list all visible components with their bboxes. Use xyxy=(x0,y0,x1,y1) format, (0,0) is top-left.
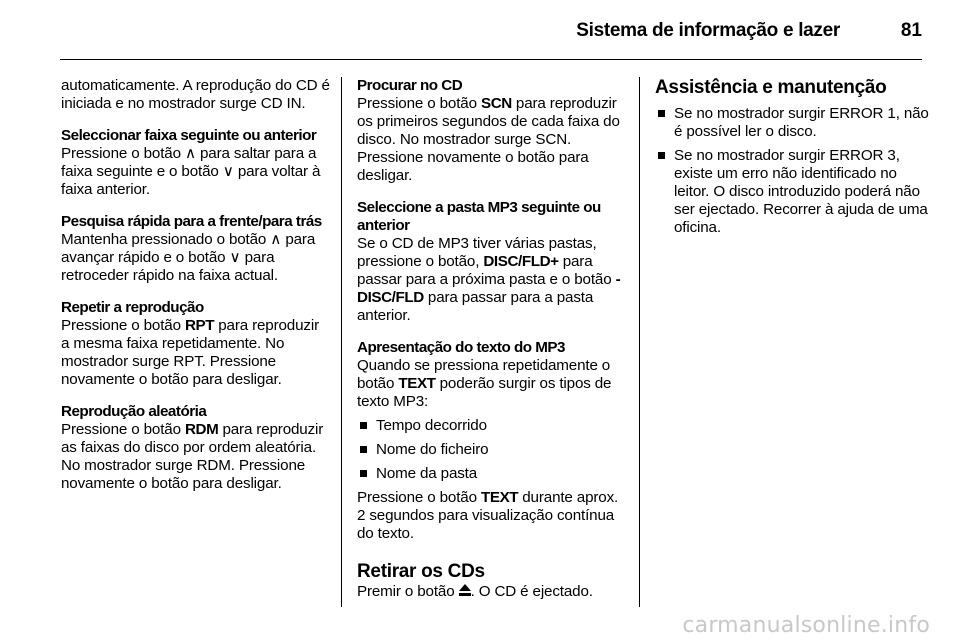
text-span: para saltar para a faixa seguinte e o botão xyxy=(61,145,317,180)
list-item-text: Nome da pasta xyxy=(376,465,478,482)
text-span: Pressione o botão xyxy=(357,489,477,506)
list-item xyxy=(357,465,629,483)
text-span: Se o CD de MP3 tiver várias pastas, pressione o botão, xyxy=(357,235,597,270)
chevron-down-icon: ∨ xyxy=(222,163,234,180)
page-number: 81 xyxy=(900,20,922,41)
text-span: para reproduzir os primeiros segundos de cada faixa do disco. No mostrador surge SCN. Pressione novamente o botão para desligar. xyxy=(357,95,620,184)
page-title: Sistema de informação e lazer xyxy=(576,20,840,41)
button-label-disc-fld-plus: DISC/FLD+ xyxy=(483,253,559,270)
list-item-text: Se no mostrador surgir ERROR 1, não é possível ler o disco. xyxy=(674,105,929,140)
button-label-scn: SCN xyxy=(480,95,512,112)
text-span: durante aprox. 2 segundos para visualização contínua do texto. xyxy=(357,489,619,542)
text-span: Pressione o botão xyxy=(61,145,181,162)
bullet-icon xyxy=(360,470,367,477)
section-body xyxy=(357,95,629,185)
text-span: Pressione o botão xyxy=(61,317,181,334)
section-random xyxy=(61,403,331,493)
list-item xyxy=(655,105,930,141)
chevron-down-icon: ∨ xyxy=(229,249,241,266)
list-item xyxy=(357,441,629,459)
button-label-disc-fld-minus: -DISC/FLD xyxy=(357,271,621,306)
column-2 xyxy=(357,77,629,601)
text-span: para retroceder rápido na faixa actual. xyxy=(61,249,278,284)
section-heading: Repetir a reprodução xyxy=(61,299,204,316)
button-label-text: TEXT xyxy=(480,489,519,506)
column-3 xyxy=(655,77,930,237)
section-mp3-folder xyxy=(357,199,629,325)
text-span: para reproduzir as faixas do disco por ordem aleatória. No mostrador surge RDM. Pressione novamente o botão para desligar. xyxy=(61,421,324,492)
chevron-up-icon: ∧ xyxy=(184,145,196,162)
section-fast-search xyxy=(61,213,331,285)
text-span: para passar para a pasta anterior. xyxy=(357,289,594,324)
text-span: poderão surgir os tipos de texto MP3: xyxy=(357,375,612,410)
button-label-text: TEXT xyxy=(398,375,436,392)
header-divider xyxy=(60,59,922,60)
intro-paragraph: automaticamente. A reprodução do CD é iniciada e no mostrador surge CD IN. xyxy=(61,77,330,112)
section-repeat xyxy=(61,299,331,389)
section-heading: Seleccionar faixa seguinte ou anterior xyxy=(61,127,317,144)
text-span: Quando se pressiona repetidamente o botão xyxy=(357,357,611,392)
text-span: para avançar rápido e o botão xyxy=(61,231,316,266)
section-heading-maintenance: Assistência e manutenção xyxy=(655,77,887,98)
section-body xyxy=(61,231,331,285)
list-item-text: Nome do ficheiro xyxy=(376,441,489,458)
eject-icon xyxy=(459,584,471,597)
bullet-icon xyxy=(360,422,367,429)
bullet-icon xyxy=(658,152,665,159)
section-body xyxy=(61,421,331,493)
section-heading: Pesquisa rápida para a frente/para trás xyxy=(61,213,322,230)
bullet-icon xyxy=(658,110,665,117)
section-body xyxy=(357,357,629,411)
button-label-rpt: RPT xyxy=(184,317,215,334)
list-item xyxy=(655,147,930,237)
section-scan xyxy=(357,77,629,185)
list-item-text: Tempo decorrido xyxy=(376,417,487,434)
section-body xyxy=(357,583,629,601)
section-heading: Apresentação do texto do MP3 xyxy=(357,339,565,356)
column-1 xyxy=(61,77,331,507)
text-span: para passar para a próxima pasta e o botão xyxy=(357,253,612,288)
section-body xyxy=(61,145,331,199)
section-heading: Procurar no CD xyxy=(357,77,463,94)
text-span: . O CD é ejectado. xyxy=(470,583,593,600)
chevron-up-icon: ∧ xyxy=(270,231,282,248)
text-span: Mantenha pressionado o botão xyxy=(61,231,267,248)
button-label-rdm: RDM xyxy=(184,421,219,438)
text-span: Pressione o botão xyxy=(357,95,477,112)
column-divider-2 xyxy=(639,77,640,607)
section-heading: Reprodução aleatória xyxy=(61,403,207,420)
text-span: Pressione o botão xyxy=(61,421,181,438)
list-item xyxy=(357,417,629,435)
section-heading: Retirar os CDs xyxy=(357,561,485,582)
section-mp3-text xyxy=(357,339,629,543)
list-item-text: Se no mostrador surgir ERROR 3, existe um erro não identificado no leitor. O disco introduzido poderá não ser ejectado. Recorrer à ajuda de uma oficina. xyxy=(674,147,928,236)
text-span: Premir o botão xyxy=(357,583,455,600)
text-span: para reproduzir a mesma faixa repetidamente. No mostrador surge RPT. Pressione novamente o botão para desligar. xyxy=(61,317,319,388)
section-remove-cd xyxy=(357,561,629,601)
bullet-icon xyxy=(360,446,367,453)
text-span: para voltar à faixa anterior. xyxy=(61,163,321,198)
section-body xyxy=(61,317,331,389)
section-body xyxy=(357,489,629,543)
watermark: carmanualsonline.info xyxy=(682,613,930,638)
section-body xyxy=(357,235,629,325)
column-divider-1 xyxy=(341,77,342,607)
section-next-track xyxy=(61,127,331,199)
section-heading: Seleccione a pasta MP3 seguinte ou anterior xyxy=(357,199,601,234)
